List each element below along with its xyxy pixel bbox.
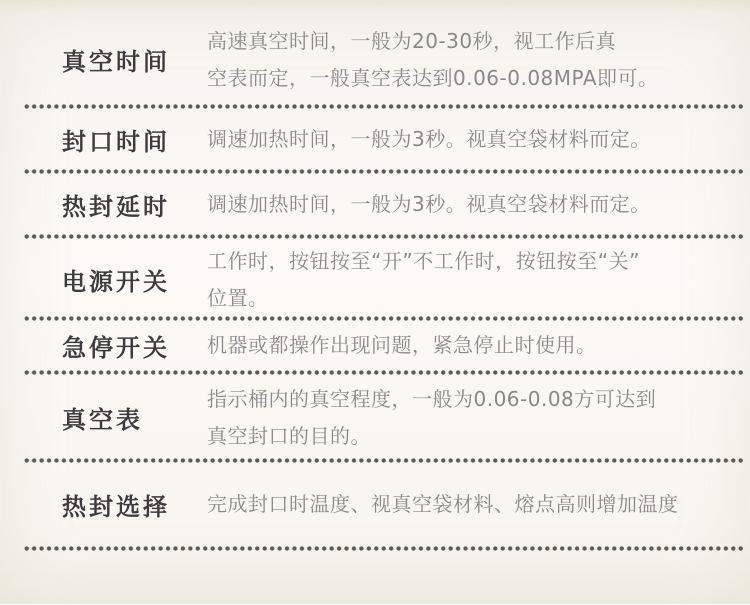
spec-label: 热封选择 <box>62 493 170 521</box>
spec-label: 封口时间 <box>62 127 170 156</box>
bottom-margin <box>0 552 750 605</box>
spec-label: 急停开关 <box>62 334 170 362</box>
dotted-divider <box>23 457 745 464</box>
spec-label: 电源开关 <box>62 268 170 296</box>
spec-desc <box>207 186 750 223</box>
spec-row-vacuum-time <box>0 0 750 103</box>
spec-label-col <box>0 400 207 435</box>
spec-desc-line: 调速加热时间，一般为3秒。视真空袋材料而定。 <box>207 191 651 216</box>
spec-label-col <box>0 328 207 363</box>
spec-label-col <box>0 262 207 297</box>
spec-label-col <box>0 187 207 222</box>
spec-row-vacuum-gauge <box>0 376 750 457</box>
spec-desc-line: 指示桶内的真空程度，一般为0.06-0.08方可达到 <box>207 386 657 411</box>
spec-row-power-switch <box>0 240 750 315</box>
spec-desc <box>207 23 750 97</box>
spec-desc <box>207 486 750 523</box>
spec-desc-line: 调速加热时间，一般为3秒。视真空袋材料而定。 <box>207 126 651 151</box>
spec-desc-line: 高速真空时间，一般为20-30秒，视工作后真 <box>207 28 617 53</box>
spec-desc-line: 真空封口的目的。 <box>207 423 371 448</box>
dotted-divider <box>23 103 745 110</box>
spec-label-col <box>0 42 207 77</box>
spec-row-heatseal-delay <box>0 175 750 233</box>
spec-desc <box>207 381 750 455</box>
spec-label: 真空表 <box>62 406 143 434</box>
spec-desc <box>207 327 750 364</box>
dotted-divider <box>23 168 745 175</box>
spec-label-col <box>0 122 207 157</box>
spec-desc <box>207 121 750 158</box>
spec-desc <box>207 243 750 317</box>
dotted-divider <box>23 233 745 240</box>
spec-desc-line: 机器或都操作出现问题，紧急停止时使用。 <box>207 333 597 357</box>
spec-label: 真空时间 <box>62 48 170 76</box>
spec-desc-line: 完成封口时温度、视真空袋材料、熔点高则增加温度 <box>207 492 679 516</box>
spec-desc-line: 工作时，按钮按至“开”不工作时，按钮按至“关” <box>207 248 640 273</box>
spec-label: 热封延时 <box>62 192 170 221</box>
spec-row-seal-time <box>0 110 750 168</box>
spec-desc-line: 空表而定，一般真空表达到0.06-0.08MPA即可。 <box>207 65 659 90</box>
spec-row-heatseal-select <box>0 464 750 545</box>
spec-desc-line: 位置。 <box>207 285 269 310</box>
spec-label-col <box>0 487 207 522</box>
spec-row-emergency-stop <box>0 322 750 369</box>
dotted-divider <box>23 545 745 552</box>
dotted-divider <box>23 369 745 376</box>
